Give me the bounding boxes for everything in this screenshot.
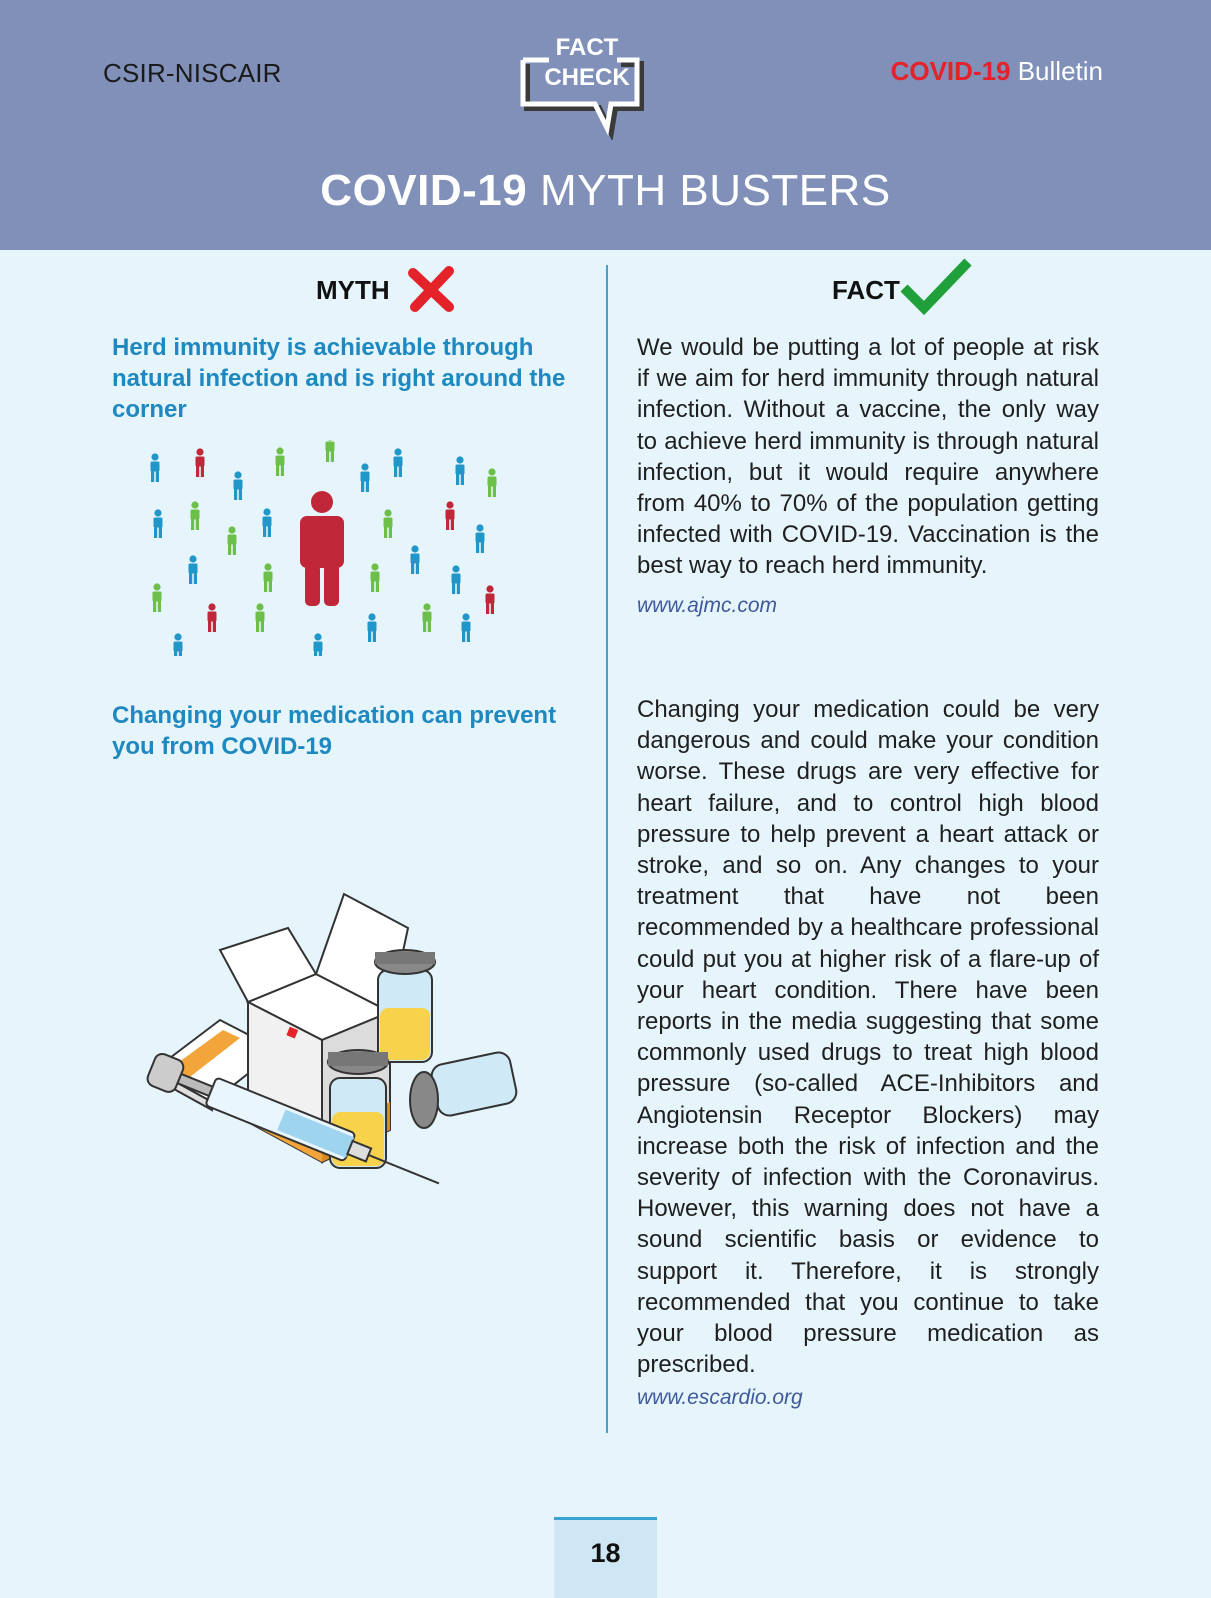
crowd-illustration [140, 440, 520, 656]
vial-icon [375, 950, 435, 1062]
medication-illustration [128, 890, 548, 1220]
cross-icon [407, 265, 455, 313]
fact-column-heading: FACT [832, 275, 900, 305]
badge-line-2: CHECK [544, 64, 630, 91]
bulletin-label [891, 56, 1103, 87]
title-bold: COVID-19 [320, 166, 528, 215]
source-link-1[interactable]: www.ajmc.com [637, 594, 778, 617]
bulletin-word: Bulletin [1017, 56, 1103, 86]
page-title [0, 166, 1211, 216]
myth-column-heading: MYTH [316, 275, 390, 305]
organization-name: CSIR-NISCAIR [103, 58, 282, 88]
fact-statement-1: We would be putting a lot of people at risk if we aim for herd immunity through natural infection. Without a vaccine, the only way to achieve herd immunity is through natural infection, but it would require anywhere from 40% to 70% of the population getting infected with COVID-19. Vaccination is the best way to reach herd immunity. [637, 334, 1099, 580]
badge-line-1: FACT [555, 34, 619, 61]
source-link-2[interactable]: www.escardio.org [637, 1386, 803, 1409]
column-divider [606, 265, 608, 1433]
fact-statement-2: Changing your medication could be very dangerous and could make your condition worse. These drugs are very effective for heart failure, and to control high blood pressure to help prevent a heart attack or stroke, and so on. Any changes to your treatment that have not been recommended by a healthcare professional could put you at higher risk of a flare-up of your heart condition. There have been reports in the media suggesting that some commonly used drugs to treat high blood pressure (so-called ACE-Inhibitors and Angiotensin Receptor Blockers) may increase both the risk of infection and the severity of infection with the Coronavirus. However, this warning does not have a sound scientific basis or evidence to support it. Therefore, it is strongly recommended that you continue to take your blood pressure medication as prescribed. [637, 696, 1099, 1379]
myth-statement-1: Herd immunity is achievable through natural infection and is right around the corner [112, 334, 566, 423]
page-header [0, 0, 1211, 250]
fact-check-badge [519, 30, 655, 140]
page-number-box [554, 1517, 657, 1598]
myth-statement-2: Changing your medication can prevent you from COVID-19 [112, 702, 557, 760]
highlighted-person-icon [300, 491, 344, 606]
check-icon [900, 256, 972, 316]
title-rest: MYTH BUSTERS [539, 166, 891, 215]
bulletin-brand: COVID-19 [890, 56, 1011, 86]
page-number: 18 [590, 1538, 621, 1568]
